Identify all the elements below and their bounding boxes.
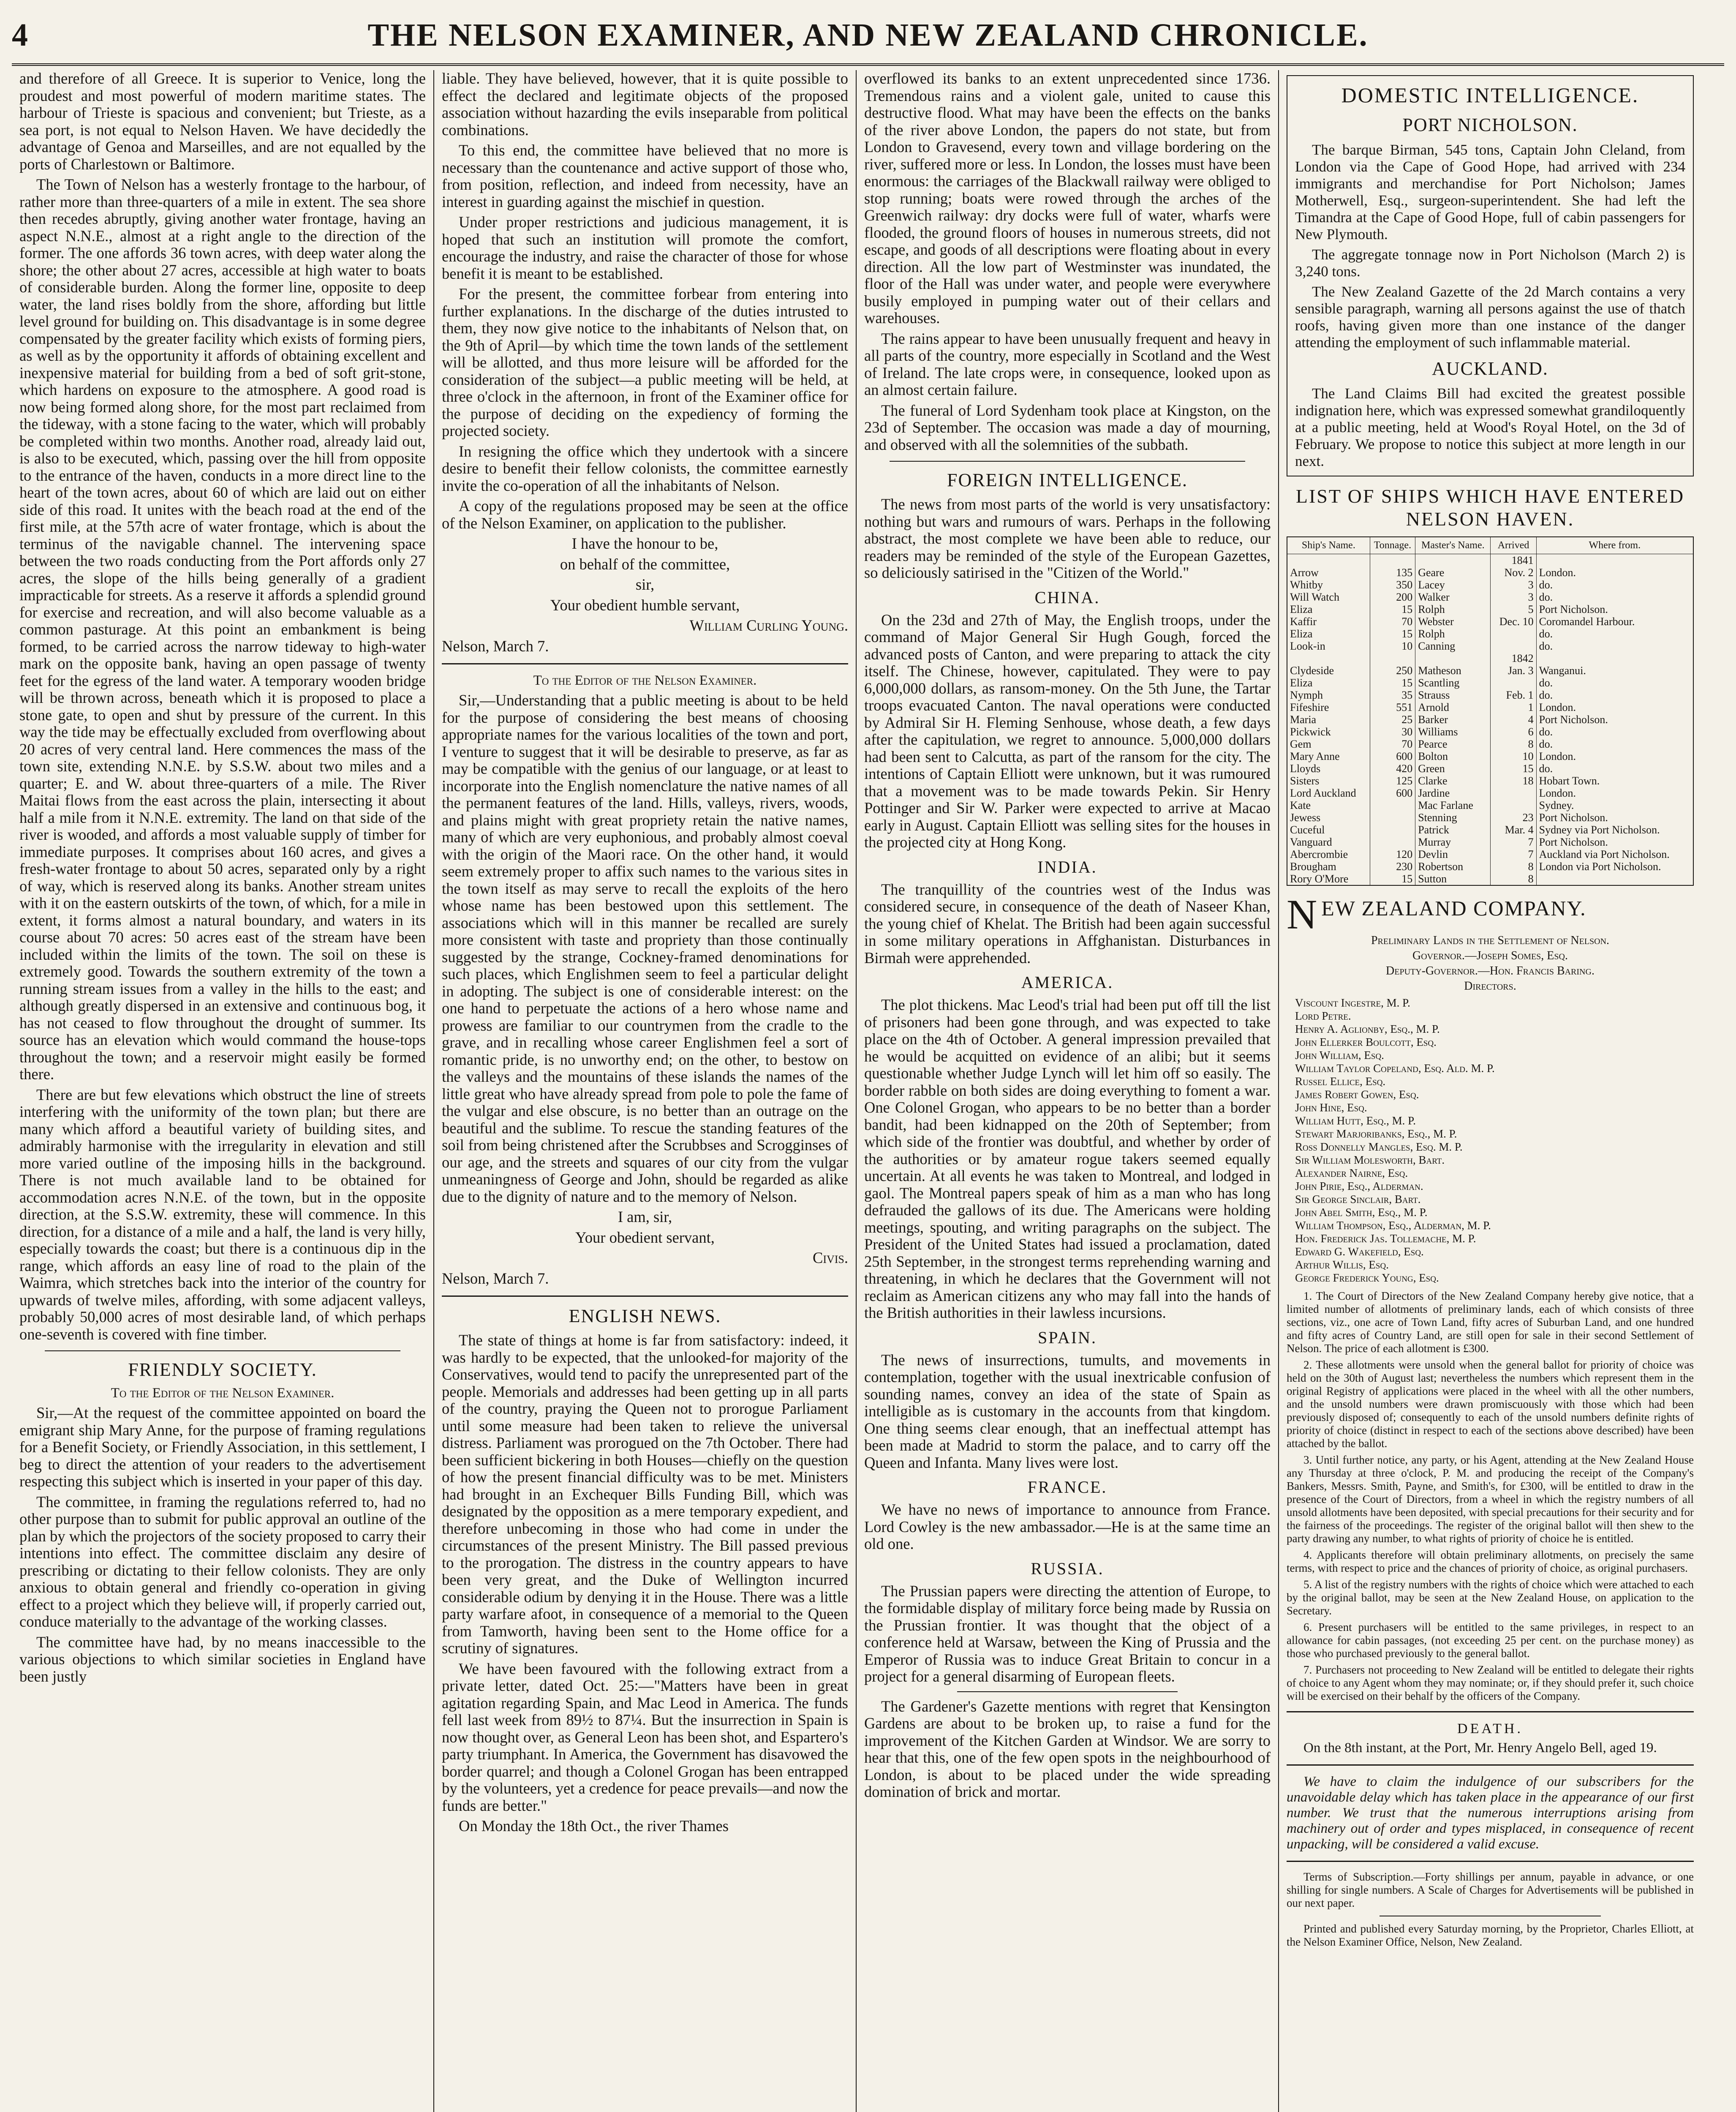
article-paragraph: and therefore of all Greece. It is superior to Venice, long the proudest and most powerful of modern maritime states. The harbour of Trieste is spacious and convenient; but Trieste, as a sea port, is not equal to Nelson Haven. We have decidedly the advantage of Genoa and Marseilles, and are not equalled by the ports of Charlestown or Baltimore. [19, 70, 426, 173]
divider [442, 1296, 848, 1297]
nz-company-notices [1287, 1290, 1694, 1703]
table-cell: Nov. 2 [1491, 566, 1536, 579]
table-cell: London. [1536, 787, 1693, 799]
nz-company-title [1287, 891, 1694, 938]
table-cell: 120 [1370, 848, 1415, 860]
table-cell: Eliza [1287, 628, 1370, 640]
table-cell: Maria [1287, 713, 1370, 726]
table-cell: 70 [1370, 615, 1415, 628]
table-cell: Bolton [1415, 750, 1491, 762]
list-item: Stewart Marjoribanks, Esq., M. P. [1295, 1127, 1457, 1140]
table-cell [1415, 652, 1491, 664]
article-paragraph: We have no news of importance to announce from France. Lord Cowley is the new ambassador.—He is at the same time an old one. [864, 1501, 1271, 1552]
table-cell: Sutton [1415, 873, 1491, 885]
list-item: Arthur Willis, Esq. [1295, 1258, 1389, 1271]
table-cell: 15 [1491, 762, 1536, 775]
table-cell: Port Nicholson. [1536, 713, 1693, 726]
table-cell [1491, 677, 1536, 689]
table-cell: 35 [1370, 689, 1415, 701]
nz-company-title-text: EW ZEALAND COMPANY. [1321, 896, 1586, 920]
notice-paragraph: 4. Applicants therefore will obtain preliminary allotments, on precisely the same terms, with respect to price and the chances of priority of choice, as original purchasers. [1287, 1549, 1694, 1574]
letter-paragraph: Under proper restrictions and judicious management, it is hoped that such an institution will promote the comfort, encourage the industry, and raise the character of those for whose benefit it is meant to be established. [442, 213, 848, 282]
table-cell: 15 [1370, 628, 1415, 640]
column-4 [1279, 70, 1701, 2112]
nz-company-subtitle: Preliminary Lands in the Settlement of Nelson. [1371, 934, 1610, 947]
list-item: George Frederick Young, Esq. [1295, 1271, 1439, 1284]
section-heading-english-news: ENGLISH NEWS. [569, 1306, 721, 1326]
table-row [1287, 664, 1693, 677]
table-cell: 8 [1491, 860, 1536, 873]
list-item: James Robert Gowen, Esq. [1295, 1088, 1419, 1101]
table-cell: 230 [1370, 860, 1415, 873]
table-cell: Devlin [1415, 848, 1491, 860]
table-cell: Port Nicholson. [1536, 836, 1693, 848]
table-cell: Wanganui. [1536, 664, 1693, 677]
table-cell: 8 [1491, 738, 1536, 750]
table-cell [1370, 824, 1415, 836]
list-item: Alexander Nairne, Esq. [1295, 1167, 1408, 1179]
table-cell: do. [1536, 628, 1693, 640]
divider [957, 1691, 1178, 1692]
table-cell: Patrick [1415, 824, 1491, 836]
table-cell: Look-in [1287, 640, 1370, 652]
table-cell [1491, 787, 1536, 799]
table-cell: 3 [1491, 591, 1536, 603]
table-row [1287, 566, 1693, 579]
table-cell: Fifeshire [1287, 701, 1370, 713]
table-cell: Sydney. [1536, 799, 1693, 811]
letter-paragraph: Sir,—At the request of the committee appointed on board the emigrant ship Mary Anne, for the purpose of framing regulations for a Benefit Society, or Friendly Association, in this settlement, I beg to direct the attention of your readers to the advertisement respecting this subject which is inserted in your paper of this day. [19, 1404, 426, 1490]
table-cell: Clarke [1415, 775, 1491, 787]
article-paragraph: On the 23d and 27th of May, the English troops, under the command of Major General Sir Hugh Gough, forced the advanced posts of Canton, and were preparing to attack the city itself. The Chinese, however, capitulated. They were to pay 6,000,000 dollars, as ransom-money. On the 5th June, the Tartar troops evacuated Canton. The naval operations were conducted by Admiral Sir H. Fleming Senhouse, whose death, a few days after the capitulation, we regret to announce. 5,000,000 dollars had been sent to Calcutta, as part of the ransom for the city. The intentions of Captain Elliott were unknown, but it was rumoured that a movement was to be made towards Pekin. Sir Henry Pottinger and Sir W. Parker were expected to arrive at Macao early in August. Captain Elliott was selling sites for the houses in the projected city at Hong Kong. [864, 611, 1271, 851]
ships-table-body [1287, 554, 1693, 886]
table-row [1287, 775, 1693, 787]
table-cell: Stenning [1415, 811, 1491, 824]
table-cell: 125 [1370, 775, 1415, 787]
article-paragraph: The aggregate tonnage now in Port Nicholson (March 2) is 3,240 tons. [1295, 246, 1685, 280]
divider [1287, 1764, 1694, 1766]
letter-paragraph: The committee have had, by no means inaccessible to the various objections to which similar societies in England have been justly [19, 1633, 426, 1685]
letter-paragraph: In resigning the office which they undertook with a sincere desire to benefit their fellow colonists, the committee earnestly invite the co-operation of all the inhabitants of Nelson. [442, 442, 848, 494]
column-2 [434, 70, 857, 2112]
subheading-spain: SPAIN. [1038, 1328, 1097, 1347]
table-cell: Dec. 10 [1491, 615, 1536, 628]
subheading-france: FRANCE. [1027, 1478, 1107, 1497]
list-item: John Hine, Esq. [1295, 1101, 1367, 1114]
death-notice: On the 8th instant, at the Port, Mr. Henry Angelo Bell, aged 19. [1303, 1740, 1657, 1755]
printer-imprint: Printed and published every Saturday morning, by the Proprietor, Charles Elliott, at the Nelson Examiner Office, Nelson, New Zealand. [1287, 1922, 1694, 1948]
list-item: Henry A. Aglionby, Esq., M. P. [1295, 1023, 1440, 1035]
table-cell: 1841 [1491, 554, 1536, 567]
table-cell: Eliza [1287, 677, 1370, 689]
table-row [1287, 689, 1693, 701]
subheading-india: INDIA. [1037, 857, 1097, 876]
article-paragraph: The rains appear to have been unusually frequent and heavy in all parts of the country, more especially in Scotland and the West of Ireland. The late crops were, in consequence, looked upon as an almost certain failure. [864, 329, 1271, 398]
table-cell: 1 [1491, 701, 1536, 713]
table-cell: Webster [1415, 615, 1491, 628]
divider [1287, 1711, 1694, 1712]
table-cell [1370, 799, 1415, 811]
table-cell: Port Nicholson. [1536, 811, 1693, 824]
letter-paragraph: The committee, in framing the regulations referred to, had no other purpose than to submit for public approval an outline of the plan by which the projectors of the society proposed to carry their intentions into effect. The committee disclaim any desire of prescribing or dictating to their fellow colonists. They are only anxious to obtain general and friendly co-operation in giving effect to a project which they believe will, if properly carried out, conduce materially to the advantage of the working classes. [19, 1493, 426, 1630]
table-cell: Sisters [1287, 775, 1370, 787]
table-row [1287, 554, 1693, 567]
table-cell: 10 [1370, 640, 1415, 652]
table-cell [1370, 836, 1415, 848]
table-cell: Jardine [1415, 787, 1491, 799]
apology-notice: We have to claim the indulgence of our subscribers for the unavoidable delay which has taken place in the appearance of our first number. We trust that the numerous interruptions arising from machinery out of order and types misplaced, in consequence of recent unpacking, will be considered a valid excuse. [1287, 1774, 1694, 1852]
notice-paragraph: 5. A list of the registry numbers with the rights of choice which were attached to each by the original ballot, may be seen at the New Zealand House, on application to the Secretary. [1287, 1578, 1694, 1617]
article-paragraph: The New Zealand Gazette of the 2d March contains a very sensible paragraph, warning all persons against the use of thatch roofs, having given more than one instance of the danger attending the employment of such inflammable material. [1295, 283, 1685, 351]
letter-closing: on behalf of the committee, [560, 555, 730, 573]
table-cell: London. [1536, 701, 1693, 713]
article-paragraph: On Monday the 18th Oct., the river Thames [459, 1817, 729, 1834]
letter-closing: Your obedient servant, [575, 1228, 715, 1246]
table-cell: 30 [1370, 726, 1415, 738]
subheading-auckland: AUCKLAND. [1432, 358, 1548, 379]
list-item: John Abel Smith, Esq., M. P. [1295, 1206, 1428, 1219]
table-cell: Strauss [1415, 689, 1491, 701]
table-cell [1415, 554, 1491, 567]
table-cell: Green [1415, 762, 1491, 775]
table-cell: London via Port Nicholson. [1536, 860, 1693, 873]
table-cell: do. [1536, 738, 1693, 750]
list-item: William Thompson, Esq., Alderman, M. P. [1295, 1219, 1491, 1232]
table-cell [1370, 652, 1415, 664]
table-cell: Arnold [1415, 701, 1491, 713]
subheading-america: AMERICA. [1021, 973, 1114, 992]
list-item: Hon. Frederick Jas. Tollemache, M. P. [1295, 1232, 1476, 1245]
table-cell: Pearce [1415, 738, 1491, 750]
list-item: William Taylor Copeland, Esq. Ald. M. P. [1295, 1062, 1495, 1075]
table-cell [1491, 628, 1536, 640]
letter-dateline: Nelson, March 7. [442, 1269, 549, 1287]
section-heading-friendly-society: FRIENDLY SOCIETY. [128, 1359, 317, 1380]
table-cell: Mac Farlane [1415, 799, 1491, 811]
table-row [1287, 701, 1693, 713]
article-paragraph: overflowed its banks to an extent unprecedented since 1736. Tremendous rains and a violent gale, united to cause this destructive flood. What may have been the effects on the banks of the river above London, the papers do not state, but from London to Gravesend, every town and village bordering on the river, suffered more or less. In London, the losses must have been enormous: the carriages of the Blackwall railway were obliged to stop running; boats were rowed through the arches of the Greenwich railway: dry docks were full of water, wharfs were flooded, the ground floors of houses in numerous streets, did not escape, and goods of all descriptions were floating about in every direction. All the low part of Westminster was inundated, the floor of the Hall was under water, and people were everywhere busily employed in pumping water out of their cellars and warehouses. [864, 70, 1271, 327]
letter-dateline: Nelson, March 7. [442, 637, 549, 655]
list-item: Sir William Molesworth, Bart. [1295, 1154, 1445, 1166]
table-cell: Eliza [1287, 603, 1370, 615]
table-cell: Clydeside [1287, 664, 1370, 677]
table-row [1287, 824, 1693, 836]
ships-table [1287, 536, 1694, 886]
table-row [1287, 640, 1693, 652]
imprint-block [1287, 1870, 1694, 1949]
table-cell: Auckland via Port Nicholson. [1536, 848, 1693, 860]
table-cell: do. [1536, 762, 1693, 775]
table-row [1287, 836, 1693, 848]
table-cell: 10 [1491, 750, 1536, 762]
article-paragraph: The barque Birman, 545 tons, Captain John Cleland, from London via the Cape of Good Hope, had arrived with 234 immigrants and merchandise for Port Nicholson; James Motherwell, Esq., surgeon-superintendent. She had left the Timandra at the Cape of Good Hope, full of cabin passengers for New Plymouth. [1295, 142, 1685, 242]
table-cell: Williams [1415, 726, 1491, 738]
letter-closing: I have the honour to be, [571, 535, 718, 552]
table-row [1287, 848, 1693, 860]
table-cell: 135 [1370, 566, 1415, 579]
table-row [1287, 738, 1693, 750]
table-cell: do. [1536, 591, 1693, 603]
letter-address: To the Editor of the Nelson Examiner. [533, 673, 757, 688]
table-cell: 600 [1370, 750, 1415, 762]
table-cell: Mar. 4 [1491, 824, 1536, 836]
letter-paragraph: liable. They have believed, however, that it is quite possible to effect the declared and legitimate objects of the proposed association without hazarding the evils inseparable from political combinations. [442, 70, 848, 139]
table-cell: 1842 [1491, 652, 1536, 664]
list-item: Edward G. Wakefield, Esq. [1295, 1245, 1424, 1258]
table-row [1287, 873, 1693, 885]
table-cell [1536, 652, 1693, 664]
divider [1287, 1861, 1694, 1862]
domestic-intelligence-box [1287, 75, 1694, 476]
table-cell [1536, 873, 1693, 885]
ships-table-header-cell: Where from. [1536, 537, 1693, 554]
list-item: Lord Petre. [1295, 1010, 1351, 1022]
table-cell: 3 [1491, 579, 1536, 591]
table-cell: Abercrombie [1287, 848, 1370, 860]
table-cell: Arrow [1287, 566, 1370, 579]
table-cell: 5 [1491, 603, 1536, 615]
table-row [1287, 713, 1693, 726]
table-cell: London. [1536, 566, 1693, 579]
table-cell: 7 [1491, 836, 1536, 848]
list-item: Sir George Sinclair, Bart. [1295, 1193, 1421, 1206]
divider [890, 461, 1245, 462]
letter-closing: I am, sir, [618, 1208, 672, 1225]
letter-closing: Your obedient humble servant, [550, 596, 740, 614]
subscription-terms: Terms of Subscription.—Forty shillings per annum, payable in advance, or one shilling for single numbers. A Scale of Charges for Advertisements will be published in our next paper. [1287, 1870, 1694, 1909]
list-item: John Ellerker Boulcott, Esq. [1295, 1036, 1437, 1048]
table-cell: do. [1536, 677, 1693, 689]
list-item: Russel Ellice, Esq. [1295, 1075, 1386, 1088]
table-row [1287, 726, 1693, 738]
table-cell: 6 [1491, 726, 1536, 738]
table-cell: 15 [1370, 873, 1415, 885]
table-cell: Feb. 1 [1491, 689, 1536, 701]
table-cell: Robertson [1415, 860, 1491, 873]
subheading-russia: RUSSIA. [1031, 1559, 1104, 1578]
notice-paragraph: 7. Purchasers not proceeding to New Zealand will be entitled to delegate their rights of choice to any Agent whom they may nominate; or, if they should prefer it, such choice will be exercised on their behalf by the officers of the Company. [1287, 1663, 1694, 1702]
ships-table-header [1287, 537, 1693, 554]
table-cell: Lacey [1415, 579, 1491, 591]
ships-table-header-cell: Arrived [1491, 537, 1536, 554]
table-cell: Geare [1415, 566, 1491, 579]
table-cell: Jewess [1287, 811, 1370, 824]
table-row [1287, 615, 1693, 628]
list-item: Viscount Ingestre, M. P. [1295, 996, 1410, 1009]
table-cell: Lloyds [1287, 762, 1370, 775]
table-row [1287, 762, 1693, 775]
masthead [12, 17, 1724, 66]
nz-company-deputy: Deputy-Governor.—Hon. Francis Baring. [1386, 964, 1595, 977]
letter-paragraph: Sir,—Understanding that a public meeting is about to be held for the purpose of considering the best means of choosing appropriate names for the various localities of the town and port, I venture to suggest that it will be desirable to preserve, as far as may be compatible with the genius of our language, or at least to incorporate into the English nomenclature the native names of all the permanent features of the land. Hills, valleys, rivers, woods, and plains might with great propriety retain the native names, many of which are very euphonious, and probably almost coeval with the origin of the Maori race. On the other hand, it would seem extremely proper to affix such names to the various sites in the town itself as may serve to recall the exploits of the hero whose name has been bestowed upon this settlement. The associations which will in this manner be recalled are surely more consistent with taste and propriety than those continually suggested by the strange, Cockney-framed denominations for such places, which Englishmen seem to feel a particular delight in adopting. The subject is one of considerable interest: on the one hand to perpetuate the actions of a hero whose name and prowess are familiar to our countrymen from the cradle to the grave, and in recalling whose career Englishmen feel a sort of romantic pride, is no unworthy end; on the other, to bestow on the valleys and the mountains of these islands the names of the little great who have already spread from pole to pole the fame of the vulgar and else obscure, is no better than an outrage on the beautiful and the sublime. To rescue the standing features of the soil from being christened after the Scrubbses and Scrogginses of our age, and the streets and squares of our city from the vulgar unmeaningness of George and John, should be regarded as alike due to the dignity of nature and to the memory of Nelson. [442, 691, 848, 1205]
table-cell: 15 [1370, 677, 1415, 689]
table-cell: 551 [1370, 701, 1415, 713]
table-cell: 420 [1370, 762, 1415, 775]
table-cell: Canning [1415, 640, 1491, 652]
table-row [1287, 811, 1693, 824]
table-cell: do. [1536, 726, 1693, 738]
table-cell: Rory O'More [1287, 873, 1370, 885]
list-item: William Hutt, Esq., M. P. [1295, 1114, 1416, 1127]
table-cell: do. [1536, 689, 1693, 701]
table-cell: Rolph [1415, 628, 1491, 640]
letter-paragraph: For the present, the committee forbear from entering into further explanations. In the discharge of the duties intrusted to them, they now give notice to the inhabitants of Nelson that, on the 9th of April—by which time the town lands of the settlement will be allotted, and thus more leisure will be afforded for the consideration of the subject—a public meeting will be held, at three o'clock in the afternoon, in front of the Examiner office for the purpose of deciding on the expediency of forming the projected society. [442, 285, 848, 439]
table-row [1287, 860, 1693, 873]
columns [12, 70, 1724, 2112]
table-cell: Sydney via Port Nicholson. [1536, 824, 1693, 836]
table-cell: 18 [1491, 775, 1536, 787]
ships-table-header-cell: Tonnage. [1370, 537, 1415, 554]
article-paragraph: The Prussian papers were directing the attention of Europe, to the formidable display of military force being made by Russia on the Prussian frontier. It was thought that the object of a conference held at Warsaw, between the King of Prussia and the Emperor of Russia was to induce Great Britain to concur in a project for a general disarming of European fleets. [864, 1582, 1271, 1685]
table-row [1287, 579, 1693, 591]
table-cell: Mary Anne [1287, 750, 1370, 762]
ships-table-header-cell: Master's Name. [1415, 537, 1491, 554]
article-paragraph: The Land Claims Bill had excited the greatest possible indignation here, which was expressed somewhat grandiloquently at a public meeting, held at Wood's Royal Hotel, on the 3d of February. We propose to notice this subject at more length in our next. [1295, 385, 1685, 469]
letter-signature: William Curling Young. [689, 617, 848, 634]
table-row [1287, 652, 1693, 664]
table-cell [1370, 554, 1415, 567]
table-cell: 350 [1370, 579, 1415, 591]
table-cell: 7 [1491, 848, 1536, 860]
letter-paragraph: To this end, the committee have believed that no more is necessary than the countenance and active support of those who, from position, reflection, and indeed from necessity, have an interest in guarding against the mischief in question. [442, 142, 848, 210]
newspaper-title: THE NELSON EXAMINER, AND NEW ZEALAND CHRONICLE. [367, 17, 1369, 53]
notice-paragraph: 6. Present purchasers will be entitled to the same privileges, in respect to an allowance for cabin passages, (not exceeding 25 per cent. on the purchase money) as those who purchased previously to the general ballot. [1287, 1621, 1694, 1660]
table-cell: Matheson [1415, 664, 1491, 677]
subheading-port-nicholson: PORT NICHOLSON. [1402, 114, 1578, 135]
table-cell: Gem [1287, 738, 1370, 750]
article-paragraph: The tranquillity of the countries west of the Indus was considered secure, in consequence of the death of Naseer Khan, the young chief of Khelat. The British had been again successful in some military operations in Affghanistan. Disturbances in Birmah were apprehended. [864, 880, 1271, 966]
nz-company-governor: Governor.—Joseph Somes, Esq. [1412, 949, 1568, 962]
ships-table-header-cell: Ship's Name. [1287, 537, 1370, 554]
table-cell: 600 [1370, 787, 1415, 799]
table-cell: Kate [1287, 799, 1370, 811]
table-row [1287, 799, 1693, 811]
list-item: John Pirie, Esq., Alderman. [1295, 1180, 1423, 1192]
divider [45, 1350, 400, 1351]
table-cell: Kaffir [1287, 615, 1370, 628]
table-cell: London. [1536, 750, 1693, 762]
section-heading-domestic: DOMESTIC INTELLIGENCE. [1341, 83, 1639, 107]
table-cell: Lord Auckland [1287, 787, 1370, 799]
table-cell: Rolph [1415, 603, 1491, 615]
table-cell: 25 [1370, 713, 1415, 726]
article-paragraph: The Town of Nelson has a westerly frontage to the harbour, of rather more than three-quarters of a mile in extent. The sea shore then recedes abruptly, giving another water frontage, having an aspect N.N.E., almost at a right angle to the direction of the former. The one affords 36 town acres, with deep water along the shore; the other about 27 acres, accessible at high water to boats of considerable burden. Along the former line, opposite to deep water, the land rises boldly from the shore, affording but little level ground for building on. This disadvantage is in some degree compensated by the greater facility which exists of forming piers, as well as by the opportunity it affords of obtaining excellent and inexpensive material for building from a bed of soft grit-stone, which hardens on exposure to the atmosphere. A good road is now being formed along shore, for the most part reclaimed from the tideway, with a stone facing to the water, which will probably be completed within two months. Another road, already laid out, is also to be executed, which, passing over the hill from opposite to the entrance of the haven, conducts in a more direct line to the heart of the town acres, about 60 of which are laid out on either side of this road. It unites with the beach road at the end of the first mile, at the 57th acre of water frontage, which is about the terminus of the navigable channel. The intervening space between the two roads conducting from the Port affords only 27 acres, the slope of the hills being generally of a gradient impracticable for streets. As a reserve it affords a splendid ground for exercise and recreation, and will also become valuable as a common pasturage. At this point an embankment is being formed, to be carried across the narrow tideway to high-water mark on the opposite bank, having an open passage of twenty feet for the egress of the land water. A temporary wooden bridge will be thrown across, beneath which it is proposed to place a stone gate, to open and shut by pressure of the current. In this way the tide may be effectually excluded from overflowing about 20 acres of very central land. Here commences the mass of the town site, extending N.N.E. by S.S.W. about two miles and a quarter; E. and W. about three-quarters of a mile. The River Maitai flows from the east across the plain, intersecting it about half a mile from it N.N.E. extremity. The land on that side of the river is wooded, and affords a most valuable supply of timber for immediate purposes. It comprises about 160 acres, and gives a fresh-water frontage to about 50 acres, separated only by a right of way, which is reserved along its banks. Another stream unites with it on the eastern outskirts of the town, of which, for a mile in extent, it forms almost a natural boundary, and waters in its course about 70 acres: 50 acres east of the stream have been included within the limits of the town. The soil on these is extremely good. Towards the southern extremity of the town a running stream issues from a valley in the hills to the east; and although greatly dispersed in an extensive and continuous bog, it has not ceased to flow throughout the drought of summer. Its source has an elevation which would command the house-tops throughout the town; and a reservoir might easily be formed there. [19, 176, 426, 1083]
death-heading: DEATH. [1457, 1721, 1523, 1736]
article-paragraph: The funeral of Lord Sydenham took place at Kingston, on the 23d of September. The occasion was made a day of mourning, and observed with all the solemnities of the subbath. [864, 401, 1271, 453]
table-row [1287, 591, 1693, 603]
divider [442, 663, 848, 664]
table-cell: Hobart Town. [1536, 775, 1693, 787]
table-cell: 23 [1491, 811, 1536, 824]
table-cell: 4 [1491, 713, 1536, 726]
table-cell: Walker [1415, 591, 1491, 603]
table-row [1287, 628, 1693, 640]
article-paragraph: The news from most parts of the world is very unsatisfactory: nothing but wars and rumours of wars. Perhaps in the following abstract, the most complete we have been able to reduce, our readers may be reminded of the style of the European Gazettes, so deliciously satirised in the "Citizen of the World." [864, 495, 1271, 581]
notice-paragraph: 3. Until further notice, any party, or his Agent, attending at the New Zealand House any Thursday at three o'clock, P. M. and producing the receipt of the Company's Bankers, Messrs. Smith, Payne, and Smith's, for £300, will be entitled to draw in the presence of the Court of Directors, from a wheel in which the registry numbers of all unsold allotments have been deposited, with special precautions for their security and for the fairness of the proceedings. The register of the original ballot will then shew to the party drawing any number, to what rights of priority of choice he is entitled. [1287, 1453, 1694, 1545]
article-paragraph: The plot thickens. Mac Leod's trial had been put off till the list of prisoners had been gone through, and was expected to take place on the 4th of October. A general impression prevailed that he would be acquitted on evidence of an alibi; but it seems questionable whether Judge Lynch will let him off so easily. The border rabble on both sides are doing everything to foment a war. One Colonel Grogan, who appears to be no better than a border bandit, had been kidnapped on the 20th of September; from which side of the frontier was doubtful, and whether by order of the authorities or by amateur rogue takers seemed equally uncertain. At all events he was taken to Montreal, and lodged in gaol. The Montreal papers speak of him as a man who has long defrauded the gallows of its due. The Americans were holding meetings, spouting, and writing paragraphs on the subject. The President of the United States had issued a proclamation, dated 25th September, in the strongest terms reprehending warning and threatening, in which he declares that the Government will not reclaim as American citizens any who may fall into the hands of the British authorities in their lawless incursions. [864, 996, 1271, 1321]
article-paragraph: The news of insurrections, tumults, and movements in contemplation, together with the usual inextricable confusion of sounding names, convey an idea of the state of Spain as intelligible as is customary in the accounts from that kingdom. One thing seems clear enough, that an ineffectual attempt has been made at Madrid to storm the palace, and to carry off the Queen and Infanta. Many lives were lost. [864, 1351, 1271, 1471]
table-cell [1491, 799, 1536, 811]
table-row [1287, 787, 1693, 799]
table-row [1287, 603, 1693, 615]
directors-list [1287, 996, 1694, 1285]
table-cell: Whitby [1287, 579, 1370, 591]
table-cell: do. [1536, 579, 1693, 591]
ships-list-heading: LIST OF SHIPS WHICH HAVE ENTERED NELSON HAVEN. [1295, 485, 1685, 530]
drop-cap: N [1287, 891, 1318, 938]
article-paragraph: There are but few elevations which obstruct the line of streets interfering with the uniformity of the town plan; but there are many which afford a beautiful variety of building sites, and admirably harmonise with the irregularity in elevation and still more varied outline of the imposing hills in the background. There is not much available land to be obtained for accommodation acres N.N.E. of the town, but in the opposite direction, at the S.S.W. extremity, these will commence. In this direction, for a distance of a mile and a half, the land is very hilly, especially towards the coast; but there is a continuous dip in the range, which affords an easy line of road to the plain of the Waimra, which stretches back into the interior of the country for upwards of twelve miles, affording, with some adjacent valleys, probably 50,000 acres of most desirable land, of which perhaps one-seventh is covered with fine timber. [19, 1086, 426, 1343]
table-cell: Coromandel Harbour. [1536, 615, 1693, 628]
nz-company-advertisement [1287, 891, 1694, 1703]
table-cell: Scantling [1415, 677, 1491, 689]
table-cell [1536, 554, 1693, 567]
table-row [1287, 677, 1693, 689]
article-paragraph: We have been favoured with the following extract from a private letter, dated Oct. 25:—"Matters have been in great agitation regarding Spain, and Mac Leod in America. The funds fell last week from 89½ to 87¼. But the insurrection in Spain is now thought over, as General Leon has been shot, and Espartero's party triumphant. In America, the Government has disavowed the border quarrel; and though a Colonel Grogan has been entrapped by the volunteers, yet a credence for peace prevails—and now the funds are better." [442, 1660, 848, 1814]
table-cell: Nymph [1287, 689, 1370, 701]
table-cell: Murray [1415, 836, 1491, 848]
letter-address: To the Editor of the Nelson Examiner. [111, 1385, 335, 1401]
table-cell: Vanguard [1287, 836, 1370, 848]
list-item: John William, Esq. [1295, 1049, 1384, 1061]
table-cell: do. [1536, 640, 1693, 652]
table-cell [1287, 554, 1370, 567]
nz-company-directors-heading: Directors. [1464, 980, 1516, 993]
subheading-china: CHINA. [1034, 588, 1100, 607]
table-cell: Pickwick [1287, 726, 1370, 738]
page-number: 4 [12, 17, 28, 53]
table-cell: 250 [1370, 664, 1415, 677]
letter-closing: sir, [635, 576, 655, 593]
section-heading-foreign-intelligence: FOREIGN INTELLIGENCE. [947, 470, 1188, 490]
notice-paragraph: 2. These allotments were unsold when the general ballot for priority of choice was held on the 30th of August last; nevertheless the numbers which represent them in the original Registry of applications were placed in the wheel with all the other numbers, and the unsold numbers were drawn promiscuously with those which had been previously disposed of; consequently to each of the unsold numbers definite rights of priority of choice (distinct in respect to each of the sections above described) have been attached by the ballot. [1287, 1358, 1694, 1450]
table-cell [1370, 811, 1415, 824]
table-cell: Barker [1415, 713, 1491, 726]
table-cell: 8 [1491, 873, 1536, 885]
column-3 [857, 70, 1279, 2112]
table-row [1287, 750, 1693, 762]
table-cell [1491, 640, 1536, 652]
article-paragraph: The state of things at home is far from satisfactory: indeed, it was hardly to be expected, that the unlooked-for majority of the Conservatives, would tend to pacify the unrepresented part of the people. Memorials and addresses had been getting up in all parts of the country, praying the Queen not to prorogue Parliament until some measure had been taken to relieve the universal distress. Parliament was prorogued on the 7th October. There had been sufficient bickering in both Houses—chiefly on the question of how the present financial difficulty was to be met. Ministers had brought in an Exchequer Bills Funding Bill, which was designated by the opposition as a mere temporary expedient, and therefore unbecoming in those who had come in under the circumstances of the present Ministry. The Bill passed previous to the prorogation. The distress in the country appears to have been very great, and the Duke of Wellington incurred considerable odium by denying it in the House. There was a little party warfare afoot, in consequence of a memorial to the Queen from Tamworth, having been sent to the Home office for a scrutiny of signatures. [442, 1331, 848, 1657]
letter-paragraph: A copy of the regulations proposed may be seen at the office of the Nelson Examiner, on application to the publisher. [442, 497, 848, 532]
table-cell: Jan. 3 [1491, 664, 1536, 677]
list-item: Ross Donnelly Mangles, Esq. M. P. [1295, 1140, 1463, 1153]
table-cell: 70 [1370, 738, 1415, 750]
table-cell: 200 [1370, 591, 1415, 603]
table-cell: Cuceful [1287, 824, 1370, 836]
letter-signature: Civis. [812, 1249, 848, 1266]
table-cell [1287, 652, 1370, 664]
table-cell: 15 [1370, 603, 1415, 615]
column-1 [12, 70, 434, 2112]
notice-paragraph: 1. The Court of Directors of the New Zealand Company hereby give notice, that a limited number of allotments of preliminary lands, each of which consists of three sections, viz., one acre of Town Land, fifty acres of Suburban Land, and one hundred and fifty acres of Country Land, are still open for sale in their second Settlement of Nelson. The price of each allotment is £300. [1287, 1290, 1694, 1355]
table-cell: Will Watch [1287, 591, 1370, 603]
table-cell: Brougham [1287, 860, 1370, 873]
article-paragraph: The Gardener's Gazette mentions with regret that Kensington Gardens are about to be broken up, to raise a fund for the improvement of the Kitchen Garden at Windsor. We are sorry to hear that this, one of the few open spots in the neighbourhood of London, is about to be placed under the wide spreading domination of brick and mortar. [864, 1697, 1271, 1800]
table-cell: Port Nicholson. [1536, 603, 1693, 615]
